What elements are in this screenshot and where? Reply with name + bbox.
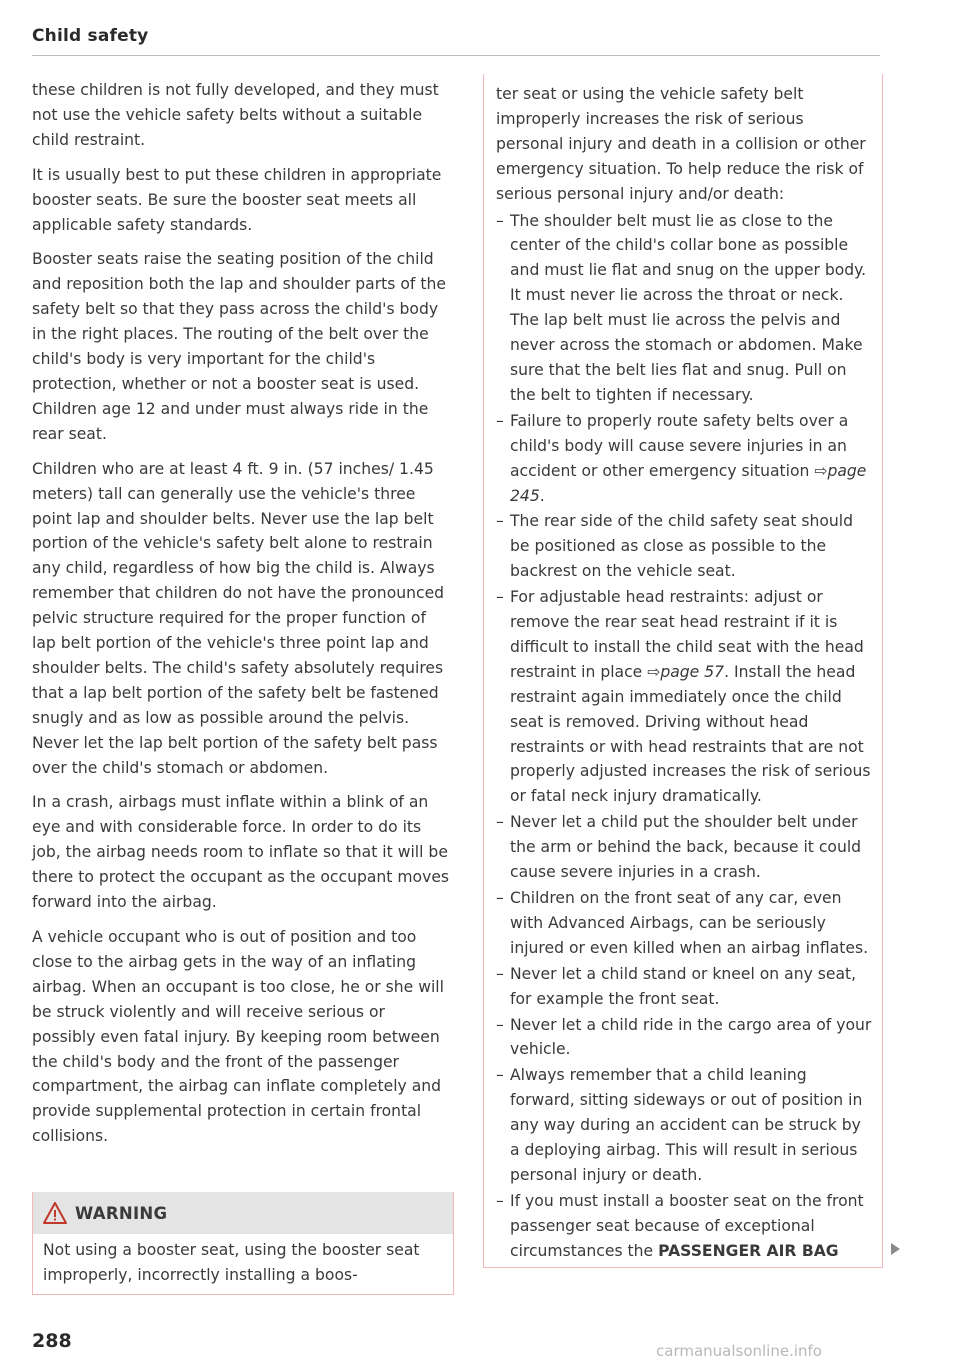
warning-continuation-box bbox=[483, 74, 883, 1268]
list-item: – Always remember that a child leaning forward, sitting sideways or out of position in any way during an accident can be struck by a deploying airbag. This will result in serious personal injury or death. bbox=[496, 1063, 874, 1188]
page-number: 288 bbox=[32, 1330, 72, 1352]
section-title: Child safety bbox=[32, 26, 149, 46]
watermark: carmanualsonline.info bbox=[656, 1342, 822, 1360]
page-reference-link[interactable]: ⇨page 245 bbox=[510, 461, 867, 505]
header-divider bbox=[32, 55, 880, 56]
continue-arrow-icon bbox=[891, 1243, 900, 1255]
list-item: – If you must install a booster seat on the front passenger seat because of exceptional circumstances the PASSENGER AIR BAG bbox=[496, 1189, 874, 1264]
paragraph: A vehicle occupant who is out of position and too close to the airbag gets in the way of an inflating airbag. When an occupant is too close, he or she will be struck violently and will receive serious or possibly even fatal injury. By keeping room between the child's body and the front of the passenger compartment, the airbag can inflate completely and provide supplemental protection in certain frontal collisions. bbox=[32, 928, 444, 1146]
paragraph: Booster seats raise the seating position of the child and reposition both the lap and shoulder parts of the safety belt so that they pass across the child's body in the right places. The routing of the belt over the child's body is very important for the child's protection, whether or not a booster seat is used. Children age 12 and under must always ride in the rear seat. bbox=[32, 250, 446, 443]
paragraph: these children is not fully developed, and they must not use the vehicle safety belts without a suitable child restraint. bbox=[32, 81, 439, 149]
paragraph: Children who are at least 4 ft. 9 in. (57 inches/ 1.45 meters) tall can generally use the vehicle's three point lap and shoulder belts. Never use the lap belt portion of the vehicle's safety belt alone to restrain any child, regardless of how big the child is. Always remember that children do not have the pronounced pelvic structure required for the proper function of lap belt portion of the vehicle's three point lap and shoulder belts. The child's safety absolutely requires that a lap belt portion of the safety belt be fastened snugly and as low as possible around the pelvis. Never let the lap belt portion of the safety belt pass over the child's stomach or abdomen. bbox=[32, 459, 445, 777]
warning-intro: ter seat or using the vehicle safety belt improperly increases the risk of serious personal injury and death in a collision or other emergency situation. To help reduce the risk of serious personal injury and/or death: bbox=[496, 85, 866, 203]
list-item: – For adjustable head restraints: adjust or remove the rear seat head restraint if it is difficult to install the child seat with the head restraint in place ⇨page 57. Install the head restraint again immediately once the child seat is removed. Driving without head restraints or with head restraints that are not properly adjusted increases the risk of serious or fatal neck injury dramatically. bbox=[496, 585, 874, 809]
list-item: – Never let a child stand or kneel on any seat, for example the front seat. bbox=[496, 962, 874, 1012]
left-column bbox=[32, 78, 452, 1159]
warning-box bbox=[32, 1192, 454, 1295]
list-item: – Failure to properly route safety belts over a child's body will cause severe injuries in an accident or other emergency situation ⇨page 245. bbox=[496, 409, 874, 509]
list-item: – The rear side of the child safety seat should be positioned as close as possible to the backrest on the vehicle seat. bbox=[496, 509, 874, 584]
list-item: – Children on the front seat of any car, even with Advanced Airbags, can be seriously injured or even killed when an airbag inflates. bbox=[496, 886, 874, 961]
warning-text: Not using a booster seat, using the booster seat improperly, incorrectly installing a boos- bbox=[43, 1241, 420, 1284]
list-item: – Never let a child ride in the cargo area of your vehicle. bbox=[496, 1013, 874, 1063]
warning-triangle-icon bbox=[43, 1202, 67, 1224]
list-item: – The shoulder belt must lie as close to the center of the child's collar bone as possible and must lie flat and snug on the upper body. It must never lie across the throat or neck. The lap belt must lie across the pelvis and never across the stomach or abdomen. Make sure that the belt lies flat and snug. Pull on the belt to tighten if necessary. bbox=[496, 209, 874, 408]
page-reference-link[interactable]: ⇨page 57 bbox=[647, 662, 725, 681]
warning-list bbox=[496, 209, 874, 1264]
warning-title: WARNING bbox=[75, 1203, 168, 1223]
list-item: – Never let a child put the shoulder belt under the arm or behind the back, because it could cause severe injuries in a crash. bbox=[496, 810, 874, 885]
paragraph: It is usually best to put these children in appropriate booster seats. Be sure the booster seat meets all applicable safety standards. bbox=[32, 165, 442, 234]
passenger-airbag-label: PASSENGER AIR BAG bbox=[658, 1241, 839, 1260]
warning-header bbox=[33, 1192, 453, 1234]
paragraph: In a crash, airbags must inflate within a blink of an eye and with considerable force. In order to do its job, the airbag needs room to inflate so that it will be there to protect the occupant as the occupant moves forward into the airbag. bbox=[32, 793, 450, 912]
